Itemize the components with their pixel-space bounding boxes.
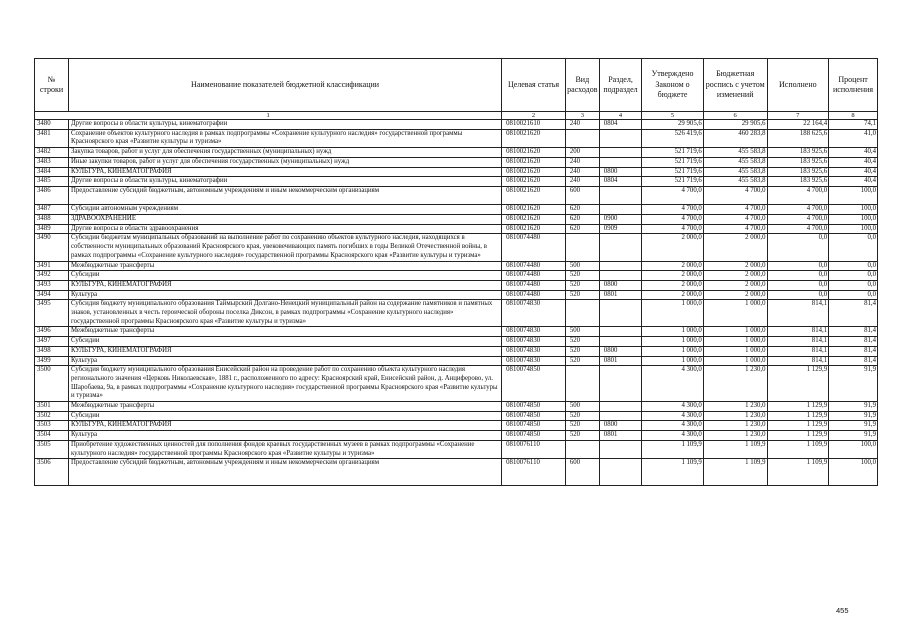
section-code [599,186,641,204]
section-code [599,300,641,327]
budget-plan-amount: 1 109,9 [703,459,767,486]
table-row [35,234,878,261]
section-code [599,366,641,402]
budget-plan-amount: 1 000,0 [703,327,767,337]
budget-plan-amount: 4 700,0 [703,186,767,204]
table-row [35,129,878,147]
execution-percent: 0,0 [829,234,878,261]
approved-amount: 4 300,0 [642,421,704,431]
execution-percent: 81,4 [829,327,878,337]
table-row [35,421,878,431]
row-number: 3494 [35,290,69,300]
executed-amount: 4 700,0 [767,215,829,225]
column-number: 5 [642,112,704,120]
target-item: 0810074830 [502,327,566,337]
budget-plan-amount: 455 583,8 [703,167,767,177]
execution-percent: 40,4 [829,167,878,177]
target-item: 0810074850 [502,366,566,402]
section-code: 0804 [599,177,641,187]
row-number: 3483 [35,157,69,167]
expense-type [565,300,599,327]
approved-amount: 29 905,6 [642,120,704,130]
indicator-name: КУЛЬТУРА, КИНЕМАТОГРАФИЯ [68,421,501,431]
approved-amount: 4 700,0 [642,224,704,234]
budget-plan-amount: 460 283,8 [703,129,767,147]
row-number: 3492 [35,271,69,281]
executed-amount: 814,1 [767,356,829,366]
table-row [35,459,878,486]
budget-plan-amount: 2 000,0 [703,280,767,290]
executed-amount: 0,0 [767,280,829,290]
section-code [599,271,641,281]
executed-amount: 0,0 [767,271,829,281]
target-item: 0810021620 [502,215,566,225]
table-row [35,280,878,290]
header-target-item: Целевая статья [502,59,566,112]
target-item: 0810021620 [502,167,566,177]
budget-plan-amount: 2 000,0 [703,261,767,271]
execution-percent: 81,4 [829,356,878,366]
budget-report-sheet [34,58,878,486]
approved-amount: 1 000,0 [642,356,704,366]
row-number: 3497 [35,337,69,347]
header-indicator-name: Наименование показателей бюджетной классификации [68,59,501,112]
expense-type: 240 [565,167,599,177]
target-item: 0810074830 [502,356,566,366]
column-number: 8 [829,112,878,120]
execution-percent: 100,0 [829,215,878,225]
column-number: 4 [599,112,641,120]
approved-amount: 2 000,0 [642,280,704,290]
budget-plan-amount: 1 000,0 [703,300,767,327]
expense-type: 520 [565,337,599,347]
approved-amount: 1 109,9 [642,459,704,486]
executed-amount: 814,1 [767,346,829,356]
execution-percent: 91,9 [829,431,878,441]
executed-amount: 1 129,9 [767,431,829,441]
section-code: 0900 [599,215,641,225]
column-number: 6 [703,112,767,120]
executed-amount: 0,0 [767,290,829,300]
approved-amount: 1 109,9 [642,440,704,458]
header-section: Раздел, подраздел [599,59,641,112]
row-number: 3501 [35,402,69,412]
budget-plan-amount: 1 000,0 [703,346,767,356]
section-code [599,157,641,167]
expense-type: 620 [565,224,599,234]
target-item: 0810074830 [502,300,566,327]
expense-type: 520 [565,431,599,441]
row-number: 3505 [35,440,69,458]
executed-amount: 183 925,6 [767,157,829,167]
budget-plan-amount: 1 230,0 [703,431,767,441]
executed-amount: 4 700,0 [767,205,829,215]
approved-amount: 4 300,0 [642,402,704,412]
expense-type: 600 [565,459,599,486]
section-code: 0800 [599,167,641,177]
header-row-number: № строки [35,59,69,112]
execution-percent: 91,9 [829,411,878,421]
row-number: 3504 [35,431,69,441]
indicator-name: Субсидии бюджетам муниципальных образований на выполнение работ по сохранению объектов культурного наследия, находящихся в собственности муниципальных образований Красноярского края, увековечивающих память погибших в годы Великой Отечественной войны, в рамках подпрограммы «Сохранение культурного наследия» государственной программы Красноярского края «Развитие культуры и туризма» [68,234,501,261]
row-number: 3488 [35,215,69,225]
indicator-name: Иные закупки товаров, работ и услуг для обеспечения государственных (муниципальных) нужд [68,157,501,167]
table-row [35,337,878,347]
approved-amount: 521 719,6 [642,148,704,158]
column-number: 2 [502,112,566,120]
table-row [35,431,878,441]
approved-amount: 1 000,0 [642,337,704,347]
execution-percent: 81,4 [829,346,878,356]
approved-amount: 526 419,6 [642,129,704,147]
approved-amount: 1 000,0 [642,327,704,337]
expense-type: 240 [565,120,599,130]
expense-type: 520 [565,280,599,290]
section-code [599,234,641,261]
expense-type: 500 [565,327,599,337]
executed-amount: 4 700,0 [767,224,829,234]
table-row [35,120,878,130]
indicator-name: Приобретение художественных ценностей для пополнения фондов краевых государственных музеев в рамках подпрограммы «Сохранение культурного наследия» государственной программы Красноярского края «Развитие культуры и туризма» [68,440,501,458]
section-code [599,327,641,337]
expense-type: 520 [565,356,599,366]
target-item: 0810076110 [502,459,566,486]
indicator-name: Культура [68,431,501,441]
section-code [599,148,641,158]
row-number: 3486 [35,186,69,204]
approved-amount: 1 000,0 [642,300,704,327]
indicator-name: Субсидии [68,271,501,281]
indicator-name: КУЛЬТУРА, КИНЕМАТОГРАФИЯ [68,280,501,290]
target-item: 0810074830 [502,346,566,356]
budget-plan-amount: 4 700,0 [703,224,767,234]
execution-percent: 40,4 [829,148,878,158]
expense-type [565,234,599,261]
approved-amount: 4 300,0 [642,431,704,441]
row-number: 3499 [35,356,69,366]
section-code: 0800 [599,280,641,290]
column-number: 1 [35,112,502,120]
approved-amount: 4 300,0 [642,366,704,402]
expense-type: 620 [565,215,599,225]
expense-type: 500 [565,402,599,412]
section-code [599,129,641,147]
indicator-name: Субсидии [68,411,501,421]
target-item: 0810074480 [502,234,566,261]
section-code: 0801 [599,356,641,366]
budget-plan-amount: 29 905,6 [703,120,767,130]
budget-plan-amount: 2 000,0 [703,290,767,300]
table-row [35,366,878,402]
table-row [35,346,878,356]
row-number: 3487 [35,205,69,215]
expense-type: 620 [565,205,599,215]
budget-plan-amount: 1 230,0 [703,366,767,402]
indicator-name: Субсидия бюджету муниципального образования Таймырский Долгано-Ненецкий муниципальный район на содержание памятников и памятных знаков, установленных в честь героической обороны поселка Диксон, в рамках подпрограммы «Сохранение культурного наследия» государственной программы Красноярского края «Развитие культуры и туризма» [68,300,501,327]
section-code: 0801 [599,431,641,441]
column-number: 3 [565,112,599,120]
expense-type: 520 [565,290,599,300]
execution-percent: 0,0 [829,271,878,281]
table-row [35,167,878,177]
target-item: 0810021620 [502,177,566,187]
executed-amount: 1 129,9 [767,366,829,402]
execution-percent: 100,0 [829,224,878,234]
header-percent: Процент исполнения [829,59,878,112]
approved-amount: 521 719,6 [642,177,704,187]
header-expense-type: Вид расходов [565,59,599,112]
header-executed: Исполнено [767,59,829,112]
expense-type: 200 [565,148,599,158]
indicator-name: Культура [68,290,501,300]
expense-type: 240 [565,157,599,167]
approved-amount: 521 719,6 [642,157,704,167]
executed-amount: 0,0 [767,234,829,261]
indicator-name: Предоставление субсидий бюджетным, автономным учреждениям и иным некоммерческим организациям [68,459,501,486]
expense-type: 520 [565,271,599,281]
budget-plan-amount: 2 000,0 [703,234,767,261]
indicator-name: Субсидии автономным учреждениям [68,205,501,215]
row-number: 3500 [35,366,69,402]
indicator-name: Межбюджетные трансферты [68,402,501,412]
target-item: 0810021620 [502,205,566,215]
expense-type: 520 [565,411,599,421]
execution-percent: 40,4 [829,157,878,167]
execution-percent: 91,9 [829,402,878,412]
target-item: 0810021620 [502,157,566,167]
approved-amount: 4 700,0 [642,205,704,215]
indicator-name: Другие вопросы в области культуры, кинематографии [68,177,501,187]
expense-type [565,129,599,147]
budget-plan-amount: 1 230,0 [703,402,767,412]
executed-amount: 0,0 [767,261,829,271]
section-code: 0909 [599,224,641,234]
table-row [35,157,878,167]
table-row [35,177,878,187]
section-code [599,402,641,412]
indicator-name: Субсидия бюджету муниципального образования Енисейский район на проведение работ по сохранению объекта культурного наследия регионального значения «Церковь Николаевская», 1881 г., расположенного по адресу: Красноярский край, Енисейский район, д. Анциферово, ул. Шаробаева, 9а, в рамках подпрограммы «Сохранение культурного наследия» государственной программы Красноярского края «Развитие культуры и туризма» [68,366,501,402]
execution-percent: 91,9 [829,421,878,431]
table-row [35,224,878,234]
section-code [599,459,641,486]
approved-amount: 1 000,0 [642,346,704,356]
row-number: 3498 [35,346,69,356]
target-item: 0810076110 [502,440,566,458]
table-row [35,186,878,204]
target-item: 0810074480 [502,271,566,281]
target-item: 0810021620 [502,224,566,234]
table-row [35,271,878,281]
page-number: 455 [836,606,849,615]
expense-type [565,366,599,402]
column-number-row [35,112,878,120]
table-row [35,440,878,458]
executed-amount: 814,1 [767,337,829,347]
indicator-name: Субсидии [68,337,501,347]
budget-plan-amount: 1 000,0 [703,356,767,366]
executed-amount: 1 129,9 [767,421,829,431]
row-number: 3490 [35,234,69,261]
section-code: 0804 [599,120,641,130]
row-number: 3491 [35,261,69,271]
approved-amount: 4 300,0 [642,411,704,421]
target-item: 0810074480 [502,261,566,271]
row-number: 3496 [35,327,69,337]
approved-amount: 4 700,0 [642,186,704,204]
target-item: 0810074850 [502,411,566,421]
executed-amount: 22 164,4 [767,120,829,130]
execution-percent: 100,0 [829,459,878,486]
table-row [35,411,878,421]
expense-type: 600 [565,186,599,204]
approved-amount: 521 719,6 [642,167,704,177]
row-number: 3480 [35,120,69,130]
indicator-name: Предоставление субсидий бюджетным, автономным учреждениям и иным некоммерческим организациям [68,186,501,204]
indicator-name: Межбюджетные трансферты [68,261,501,271]
row-number: 3495 [35,300,69,327]
target-item: 0810021620 [502,129,566,147]
approved-amount: 2 000,0 [642,234,704,261]
executed-amount: 183 925,6 [767,148,829,158]
budget-plan-amount: 455 583,8 [703,148,767,158]
target-item: 0810021620 [502,148,566,158]
execution-percent: 0,0 [829,280,878,290]
table-row [35,402,878,412]
row-number: 3503 [35,421,69,431]
executed-amount: 1 129,9 [767,411,829,421]
executed-amount: 814,1 [767,300,829,327]
indicator-name: Межбюджетные трансферты [68,327,501,337]
expense-type: 520 [565,346,599,356]
table-row [35,290,878,300]
table-row [35,148,878,158]
executed-amount: 4 700,0 [767,186,829,204]
section-code: 0800 [599,421,641,431]
executed-amount: 1 129,9 [767,402,829,412]
row-number: 3502 [35,411,69,421]
execution-percent: 41,0 [829,129,878,147]
target-item: 0810021610 [502,120,566,130]
executed-amount: 183 925,6 [767,167,829,177]
budget-plan-amount: 1 230,0 [703,411,767,421]
execution-percent: 81,4 [829,300,878,327]
row-number: 3484 [35,167,69,177]
execution-percent: 0,0 [829,261,878,271]
budget-plan-amount: 1 230,0 [703,421,767,431]
header-budget-plan: Бюджетная роспись с учетом изменений [703,59,767,112]
row-number: 3493 [35,280,69,290]
indicator-name: Закупка товаров, работ и услуг для обеспечения государственных (муниципальных) нужд [68,148,501,158]
column-number: 7 [767,112,829,120]
executed-amount: 1 109,9 [767,440,829,458]
row-number: 3482 [35,148,69,158]
indicator-name: Другие вопросы в области культуры, кинематографии [68,120,501,130]
target-item: 0810074480 [502,280,566,290]
section-code [599,205,641,215]
executed-amount: 183 925,6 [767,177,829,187]
target-item: 0810074850 [502,431,566,441]
budget-plan-amount: 1 000,0 [703,337,767,347]
execution-percent: 74,1 [829,120,878,130]
indicator-name: ЗДРАВООХРАНЕНИЕ [68,215,501,225]
expense-type [565,440,599,458]
execution-percent: 100,0 [829,205,878,215]
expense-type: 520 [565,421,599,431]
row-number: 3485 [35,177,69,187]
execution-percent: 0,0 [829,290,878,300]
budget-plan-amount: 4 700,0 [703,215,767,225]
execution-percent: 81,4 [829,337,878,347]
execution-percent: 40,4 [829,177,878,187]
indicator-name: Культура [68,356,501,366]
row-number: 3489 [35,224,69,234]
budget-plan-amount: 2 000,0 [703,271,767,281]
table-row [35,327,878,337]
row-number: 3481 [35,129,69,147]
row-number: 3506 [35,459,69,486]
header-approved: Утверждено Законом о бюджете [642,59,704,112]
table-row [35,261,878,271]
budget-plan-amount: 4 700,0 [703,205,767,215]
section-code [599,261,641,271]
section-code [599,440,641,458]
indicator-name: Другие вопросы в области здравоохранения [68,224,501,234]
indicator-name: КУЛЬТУРА, КИНЕМАТОГРАФИЯ [68,346,501,356]
section-code [599,337,641,347]
section-code: 0801 [599,290,641,300]
target-item: 0810021620 [502,186,566,204]
target-item: 0810074830 [502,337,566,347]
section-code: 0800 [599,346,641,356]
budget-plan-amount: 1 109,9 [703,440,767,458]
executed-amount: 1 109,9 [767,459,829,486]
target-item: 0810074480 [502,290,566,300]
table-row [35,205,878,215]
budget-plan-amount: 455 583,8 [703,157,767,167]
expense-type: 240 [565,177,599,187]
header-row [35,59,878,112]
executed-amount: 188 625,6 [767,129,829,147]
approved-amount: 4 700,0 [642,215,704,225]
target-item: 0810074850 [502,421,566,431]
target-item: 0810074850 [502,402,566,412]
indicator-name: КУЛЬТУРА, КИНЕМАТОГРАФИЯ [68,167,501,177]
section-code [599,411,641,421]
table-row [35,215,878,225]
approved-amount: 2 000,0 [642,271,704,281]
approved-amount: 2 000,0 [642,290,704,300]
executed-amount: 814,1 [767,327,829,337]
table-row [35,356,878,366]
indicator-name: Сохранение объектов культурного наследия в рамках подпрограммы «Сохранение культурного наследия» государственной программы Красноярского края «Развитие культуры и туризма» [68,129,501,147]
execution-percent: 100,0 [829,440,878,458]
budget-table [34,58,878,486]
execution-percent: 100,0 [829,186,878,204]
execution-percent: 91,9 [829,366,878,402]
expense-type: 500 [565,261,599,271]
table-row [35,300,878,327]
budget-plan-amount: 455 583,8 [703,177,767,187]
approved-amount: 2 000,0 [642,261,704,271]
